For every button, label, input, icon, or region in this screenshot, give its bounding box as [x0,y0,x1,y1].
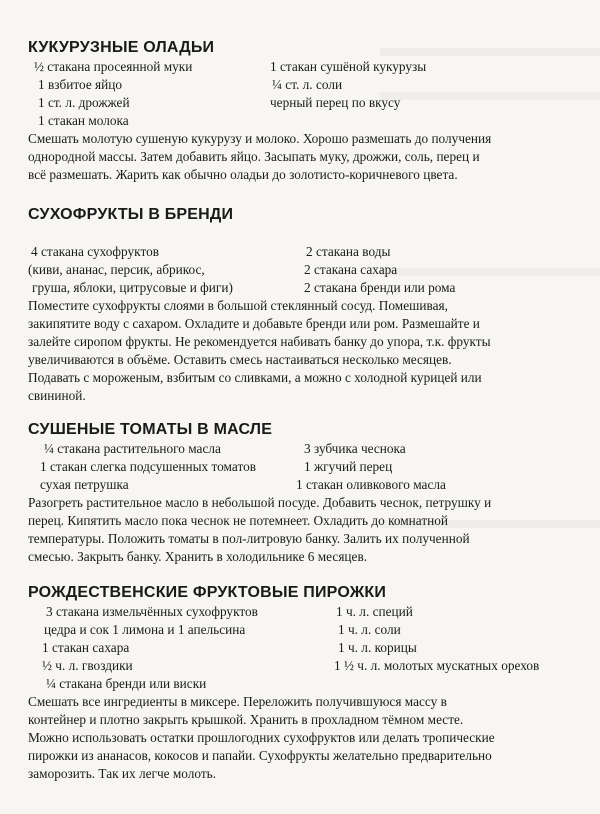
ingredient: 1 стакан оливкового масла [296,477,446,492]
ingredient: 1 ст. л. дрожжей [38,95,130,110]
ingredient: ½ стакана просеянной муки [34,59,193,74]
ingredient: 1 стакан сушёной кукурузы [270,59,427,74]
ingredient: 1 стакан молока [38,113,129,128]
ingredient: 1 стакан сахара [42,640,130,655]
ingredient: ¼ стакана бренди или виски [46,676,207,691]
recipe-christmas-fruit-pies [28,583,588,783]
ingredient: цедра и сок 1 лимона и 1 апельсина [44,622,246,637]
ingredient: 1 взбитое яйцо [38,77,123,92]
instruction-line: Разогреть растительное масло в небольшой посуде. Добавить чеснок, петрушку и [28,495,492,510]
ingredient: 4 стакана сухофруктов [31,244,160,259]
recipe-title: СУХОФРУКТЫ В БРЕНДИ [28,206,234,223]
recipe-corn-fritters [28,38,588,184]
recipe-instructions [28,693,588,783]
instruction-line: Можно использовать остатки прошлогодних сухофруктов или делать тропические [28,730,495,745]
ingredient: сухая петрушка [40,477,129,492]
instruction-line: перец. Кипятить масло пока чеснок не потемнеет. Охладить до комнатной [28,513,449,528]
ingredient-list [28,243,588,297]
instruction-line: свининой. [28,388,86,403]
instruction-line: закипятите воду с сахаром. Охладите и добавьте бренди или ром. Размешайте и [28,316,480,331]
instruction-line: Смешать молотую сушеную кукурузу и молоко. Хорошо размешать до получения [28,131,492,146]
ingredient: ½ ч. л. гвоздики [42,658,133,673]
recipe-title: СУШЕНЫЕ ТОМАТЫ В МАСЛЕ [28,421,273,438]
ingredient: 1 жгучий перец [304,459,393,474]
recipe-title: РОЖДЕСТВЕНСКИЕ ФРУКТОВЫЕ ПИРОЖКИ [28,584,387,601]
ingredient-list [28,58,588,130]
instruction-line: Поместите сухофрукты слоями в большой стеклянный сосуд. Помешивая, [28,298,448,313]
ingredient: ¼ ст. л. соли [272,77,343,92]
instruction-line: всё размешать. Жарить как обычно оладьи до золотисто-коричневого цвета. [28,167,458,182]
instruction-line: смесью. Закрыть банку. Хранить в холодильнике 6 месяцев. [28,549,368,564]
instruction-line: залейте сиропом фрукты. Не рекомендуется набивать банку до упора, т.к. фрукты [28,334,491,349]
ingredient: 1 ч. л. соли [338,622,401,637]
recipe-sun-dried-tomatoes [28,420,588,566]
instruction-line: контейнер и плотно закрыть крышкой. Хранить в прохладном тёмном месте. [28,712,464,727]
recipe-instructions [28,494,588,566]
ingredient-list [28,603,588,693]
ingredient: 2 стакана бренди или рома [304,280,456,295]
ingredient: черный перец по вкусу [270,95,401,110]
recipe-instructions [28,130,588,184]
recipe-instructions [28,297,588,405]
ingredient: 1 стакан слегка подсушенных томатов [40,459,257,474]
ingredient: 2 стакана сахара [304,262,398,277]
ingredient: 3 зубчика чеснока [304,441,406,456]
ingredient: 1 ч. л. корицы [338,640,417,655]
instruction-line: температуры. Положить томаты в пол-литровую банку. Залить их полученной [28,531,470,546]
instruction-line: заморозить. Так их легче молоть. [28,766,217,781]
instruction-line: пирожки из ананасов, кокосов и папайи. Сухофрукты желательно предварительно [28,748,492,763]
instruction-line: однородной массы. Затем добавить яйцо. Засыпать муку, дрожжи, соль, перец и [28,149,480,164]
ingredient: ¼ стакана растительного масла [44,441,221,456]
instruction-line: Смешать все ингредиенты в миксере. Переложить получившуюся массу в [28,694,447,709]
recipe-title: КУКУРУЗНЫЕ ОЛАДЬИ [28,39,215,56]
instruction-line: увеличиваются в объёме. Оставить смесь настаиваться несколько месяцев. [28,352,452,367]
ingredient: 1 ½ ч. л. молотых мускатных орехов [334,658,540,673]
ingredient: (киви, ананас, персик, абрикос, [28,262,205,277]
ingredient-list [28,440,588,494]
instruction-line: Подавать с мороженым, взбитым со сливками, а можно с холодной курицей или [28,370,482,385]
ingredient: груша, яблоки, цитрусовые и фиги) [32,280,233,295]
ingredient: 3 стакана измельчённых сухофруктов [46,604,258,619]
ingredient: 2 стакана воды [306,244,391,259]
ingredient: 1 ч. л. специй [336,604,413,619]
recipe-dried-fruit-brandy [28,205,588,405]
